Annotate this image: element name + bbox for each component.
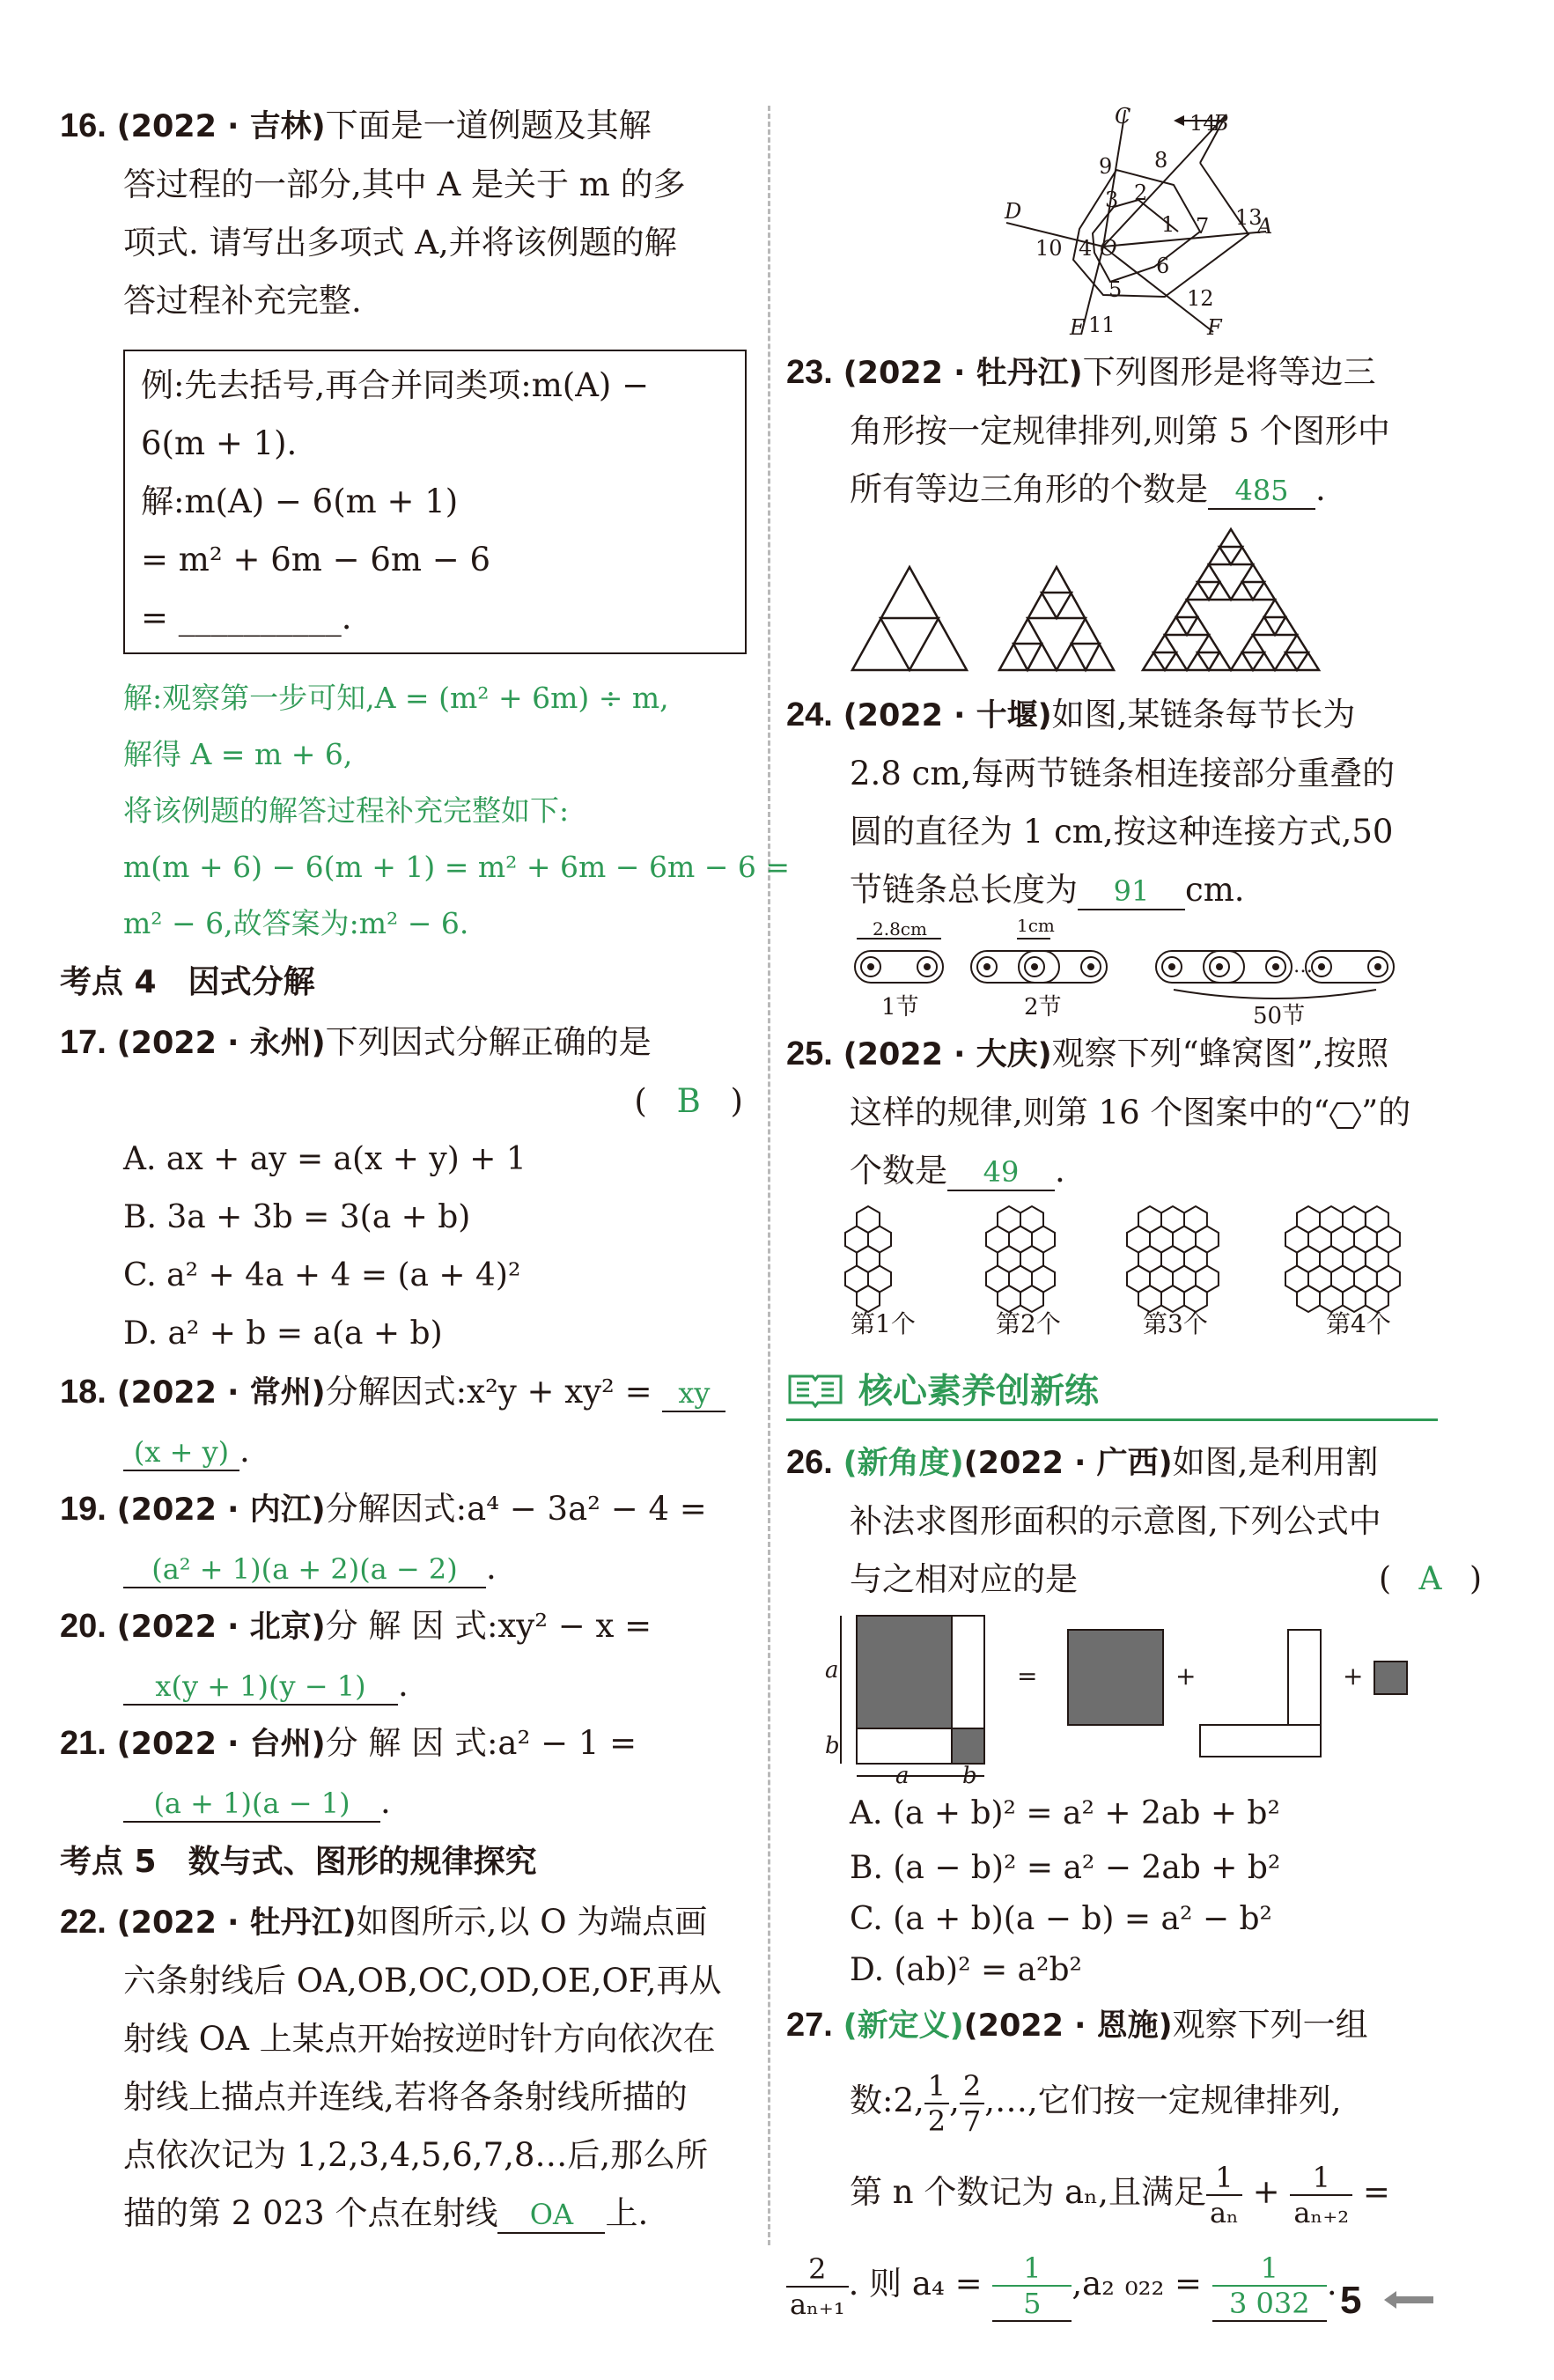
q17-option-d: D. a² + b = a(a + b) [123,1315,443,1352]
fraction-numerator: 1 [1290,2161,1352,2196]
q18-answer-part1: xy [662,1375,725,1412]
q27-answer-a2022 [1212,2251,1327,2322]
q24-line1: 如图,某链条每节长为 [1051,696,1356,733]
fraction-numerator: 2 [960,2069,984,2104]
question-19: 19. (2022 · 内江)分解因式:a⁴ − 3a² − 4 = (a² + 1)(a + 2)(a − 2) . [60,1490,707,1587]
honeycomb-cell [1020,1286,1043,1312]
q20-number: 20. [60,1608,107,1645]
q22-fig-label: 7 [1196,214,1210,239]
q27-tag: (新定义) [843,2008,964,2044]
q22-line5: 点依次记为 1,2,3,4,5,6,7,8…后,那么所 [123,2136,709,2174]
fraction-denominator: 3 032 [1229,2286,1310,2320]
q24-chain-figure [786,919,1482,1025]
q16-box-line: 6(m + 1). [141,424,298,462]
q22-fig-label: O [1100,236,1117,261]
fraction-numerator: 1 [992,2251,1072,2287]
q26-answer: A [1418,1561,1442,1597]
q16-solution [60,670,791,952]
q18-text: 分解因式:x²y + xy² = [325,1373,652,1411]
q26-tag: (新角度) [843,1446,964,1481]
q27-line1: 观察下列一组 [1172,2006,1368,2044]
fraction-denominator: aₙ₊₂ [1293,2195,1350,2229]
q17-option-c: C. a² + 4a + 4 = (a + 4)² [123,1257,521,1293]
q25-line2: 这样的规律,则第 16 个图案中的“ [850,1094,1330,1131]
q18-answer-part2: (x + y) [123,1434,239,1471]
q22-fig-label: C [1115,104,1131,129]
q25-source: (2022 · 大庆) [843,1037,1052,1072]
question-16 [60,97,791,952]
q25-answer: 49 [947,1154,1055,1191]
q26-option-a: A. (a + b)² = a² + 2ab + b² [850,1795,1280,1831]
column-divider [768,106,770,2245]
q16-line1: 下面是一道例题及其解 [325,107,652,144]
q24-end: cm. [1185,871,1245,909]
q23-triangle-figure [786,519,1482,686]
fraction [924,2069,949,2138]
q26-line1: 如图,是利用割 [1172,1443,1379,1481]
q26-option-d: D. (ab)² = a²b² [850,1952,1082,1988]
q23-line2: 角形按一定规律排列,则第 5 个图形中 [850,412,1390,450]
q24-fig-caption: 50节 [1253,1003,1306,1025]
q16-line3: 项式. 请写出多项式 A,并将该例题的解 [123,224,677,262]
fraction [960,2069,984,2138]
q22-fig-label: 4 [1079,236,1093,261]
q22-fig-label: 3 [1105,188,1119,212]
q22-source: (2022 · 牡丹江) [116,1905,357,1941]
question-18: 18. (2022 · 常州)分解因式:x²y + xy² = xy (x + y) . [60,1363,755,1480]
q16-solution-line: 解得 A = m + 6, [123,737,353,771]
q25-end: . [1055,1152,1065,1190]
q23-source: (2022 · 牡丹江) [843,356,1083,391]
q22-fig-label: 1 [1161,212,1175,237]
question-22 [60,1893,755,2243]
q26-fig-plus: + [1175,1662,1197,1691]
q19-answer: (a² + 1)(a + 2)(a − 2) [123,1551,486,1588]
left-column [60,97,791,2243]
q24-line3: 圆的直径为 1 cm,按这种连接方式,50 [850,813,1394,851]
honeycomb-cell [1366,1286,1388,1312]
q27-line2-start: 数:2, [850,2082,924,2119]
fraction [1290,2161,1352,2229]
q22-fig-label: E [1070,315,1086,340]
q19-source: (2022 · 内江) [116,1492,326,1528]
q27-number: 27. [786,2007,833,2044]
fraction-denominator: 5 [1023,2286,1042,2320]
q17-text: 下列因式分解正确的是 [325,1023,652,1061]
q17-answer: B [676,1082,701,1120]
question-17: 17. (2022 · 永州)下列因式分解正确的是 ( B ) A. ax + ay = a(x + y) + 1 B. 3a + 3b = 3(a + b) C. a² + 4a + 4 = (a + 4)² D. a² + b = a(a + b) [60,1013,755,1363]
q27-end: . [1326,2265,1337,2303]
q26-fig-label-a: a [825,1657,839,1684]
q22-line1: 如图所示,以 O 为端点画 [356,1903,708,1941]
right-column [786,101,1482,2330]
q16-box-line: = m² + 6m − 6m − 6 [141,541,491,578]
q24-answer: 91 [1078,873,1185,910]
q18-number: 18. [60,1374,107,1411]
fraction-denominator: aₙ₊₁ [790,2287,845,2321]
q26-option-c: C. (a + b)(a − b) = a² − b² [850,1901,1272,1937]
q25-honeycomb-figure [786,1200,1482,1341]
fraction-numerator: 1 [924,2069,949,2104]
question-26: 26. (新角度)(2022 · 广西)如图,是利用割 补法求图形面积的示意图,下列公式中 与之相对应的是 ( A ) a b a b = + + A. (a + b)² = a² + 2ab + b² B. (a − b)² = a² − 2ab + b² C. (a + b)(a − b) = a² − b² D. (ab)² = a²b² [786,1433,1482,1996]
q27-answer-a4 [992,2251,1072,2322]
honeycomb-cell [998,1286,1020,1312]
fraction-numerator: 2 [786,2252,849,2288]
q25-caption: 第4个 [1326,1309,1391,1338]
q23-number: 23. [786,354,833,391]
question-25 [786,1025,1482,1341]
q17-option-a: A. ax + ay = a(x + y) + 1 [123,1141,527,1177]
q24-fig-caption: 1节 [881,994,919,1021]
q24-number: 24. [786,696,833,733]
q16-box-line: = __________. [141,599,352,637]
q24-source: (2022 · 十堰) [843,698,1052,733]
q22-fig-label: 12 [1187,286,1214,311]
q26-source: (2022 · 广西) [963,1446,1173,1481]
q16-line2: 答过程的一部分,其中 A 是关于 m 的多 [123,166,686,203]
q27-line4-mid: ,a₂ ₀₂₂ = [1072,2265,1203,2303]
question-20: 20. (2022 · 北京)分 解 因 式:xy² − x = x(y + 1)(y − 1) . [60,1607,652,1704]
q22-fig-label: 8 [1154,148,1168,173]
q25-line1: 观察下列“蜂窝图”,按照 [1051,1035,1389,1072]
q22-rays-figure [786,101,1482,343]
q16-solution-line: 将该例题的解答过程补充完整如下: [123,793,570,828]
fraction-numerator: 1 [1206,2161,1242,2196]
honeycomb-cell [1184,1286,1207,1312]
q23-line1: 下列图形是将等边三 [1082,353,1376,391]
q17-number: 17. [60,1024,107,1061]
q21-answer: (a + 1)(a − 1) [123,1786,380,1823]
q25-line3: 个数是 [850,1152,947,1190]
honeycomb-cell [1138,1286,1161,1312]
core-practice-title: 核心素养创新练 [858,1372,1100,1411]
q16-box-line: 例:先去括号,再合并同类项:m(A) − [141,366,650,404]
q26-fig-label-b: b [962,1763,977,1785]
q26-fig-label-b: b [825,1733,840,1759]
q20-source: (2022 · 北京) [116,1610,326,1645]
q26-line2: 补法求图形面积的示意图,下列公式中 [850,1502,1381,1540]
q22-fig-label: 10 [1035,236,1063,261]
fraction-denominator: 7 [962,2104,982,2138]
fraction [1206,2161,1242,2229]
q22-fig-label: A [1257,214,1273,239]
honeycomb-cell [1297,1286,1320,1312]
question-24 [786,686,1482,1025]
honeycomb-cell [1161,1286,1184,1312]
q24-fig-length-label: 2.8cm [873,919,927,939]
q25-caption: 第1个 [851,1309,916,1338]
q26-fig-equals: = [1017,1662,1038,1691]
question-27: 27. (新定义)(2022 · 恩施)观察下列一组 数:2, $\frac{1}{2}$ , $\frac{2}{7}$ ,…,它们按一定规律排列, 第 n 个数记为 aₙ,且满足 $\frac{1}{\text{aₙ}}$ + $\frac{1}{\text{aₙ₊₂}}$ = $\frac{2}{\text{aₙ₊₁}}$ . 则 a₄ = $\frac{1}{5}$ ,a₂ ₀₂₂ = $\frac{1}{3 032}$ . [786,2006,1390,2321]
svg-text:…: … [1293,955,1313,977]
q22-line4: 射线上描点并连线,若将各条射线所描的 [123,2078,688,2116]
q20-answer: x(y + 1)(y − 1) [123,1669,398,1706]
q22-fig-label: B [1213,111,1229,136]
q27-line2-end: ,…,它们按一定规律排列, [984,2082,1342,2119]
q22-fig-label: 13 [1235,205,1263,230]
q22-line6: 描的第 2 023 个点在射线 [123,2194,498,2232]
q22-fig-label: 2 [1134,181,1148,205]
q26-number: 26. [786,1444,833,1481]
core-practice-heading [786,1364,1438,1421]
arrow-left-icon [1382,2289,1435,2310]
q16-line4: 答过程补充完整. [123,282,362,320]
q21-text: 分 解 因 式:a² − 1 = [325,1724,637,1762]
q22-end: 上. [605,2194,649,2232]
q16-solution-line: 解:观察第一步可知,A = (m² + 6m) ÷ m, [123,681,669,715]
q16-solution-line: m² − 6,故答案为:m² − 6. [123,906,469,940]
q22-fig-label: 14 [1189,111,1217,136]
q16-source: (2022 · 吉林) [116,109,326,144]
hexagon-icon [1329,1102,1361,1130]
q16-solution-line: m(m + 6) − 6(m + 1) = m² + 6m − 6m − 6 = [123,850,791,884]
q20-text: 分 解 因 式:xy² − x = [325,1607,652,1645]
q22-fig-label: D [1005,199,1022,224]
section-5-title: 考点 5 数与式、图形的规律探究 [60,1844,537,1880]
q24-line4: 节链条总长度为 [850,871,1078,909]
q23-end: . [1315,470,1326,508]
q22-number: 22. [60,1904,107,1941]
q22-fig-label: 5 [1108,277,1123,302]
q19-text: 分解因式:a⁴ − 3a² − 4 = [325,1490,707,1528]
q25-line2-end: ”的 [1361,1094,1411,1131]
q19-number: 19. [60,1491,107,1528]
fraction [786,2252,849,2321]
q26-fig-plus: + [1343,1662,1364,1691]
q25-caption: 第3个 [1143,1309,1208,1338]
q26-area-figure [786,1609,1482,1785]
q24-fig-caption: 2节 [1024,994,1062,1021]
q24-fig-diameter-label: 1cm [1017,919,1055,936]
q17-option-b: B. 3a + 3b = 3(a + b) [123,1199,471,1235]
q16-example-box [123,350,747,654]
q27-line3-start: 第 n 个数记为 aₙ,且满足 [850,2173,1206,2211]
q25-number: 25. [786,1035,833,1072]
q22-fig-label: 11 [1088,313,1116,337]
fraction-numerator: 1 [1212,2251,1327,2287]
q23-answer: 485 [1208,473,1315,510]
q26-fig-label-a: a [895,1763,910,1785]
section-4-title: 考点 4 因式分解 [60,964,315,1000]
q16-box-line: 解:m(A) − 6(m + 1) [141,483,459,520]
q21-source: (2022 · 台州) [116,1727,326,1762]
q18-source: (2022 · 常州) [116,1375,326,1411]
q25-caption: 第2个 [996,1309,1061,1338]
honeycomb-cell [1343,1286,1366,1312]
q26-line3: 与之相对应的是 [850,1560,1078,1598]
q22-line3: 射线 OA 上某点开始按逆时针方向依次在 [123,2020,716,2058]
q26-option-b: B. (a − b)² = a² − 2ab + b² [850,1850,1281,1886]
fraction-denominator: 2 [927,2104,946,2138]
q22-line2: 六条射线后 OA,OB,OC,OD,OE,OF,再从 [123,1962,722,2000]
q27-equals: = [1362,2173,1390,2211]
q27-source: (2022 · 恩施) [963,2008,1173,2044]
q27-line4-start: . 则 a₄ = [848,2265,983,2303]
question-23 [786,343,1482,686]
question-21: 21. (2022 · 台州)分 解 因 式:a² − 1 = (a + 1)(a − 1) . [60,1724,637,1821]
q16-number: 16. [60,107,107,144]
q17-source: (2022 · 永州) [116,1026,326,1061]
q24-line2: 2.8 cm,每两节链条相连接部分重叠的 [850,755,1396,792]
page-number: 5 [1340,2279,1362,2322]
q23-line3: 所有等边三角形的个数是 [850,470,1208,508]
q27-plus: + [1252,2173,1280,2211]
q22-fig-label: 6 [1156,254,1170,278]
book-icon [786,1369,844,1408]
honeycomb-cell [857,1286,880,1312]
honeycomb-cell [1320,1286,1343,1312]
q21-number: 21. [60,1725,107,1762]
q22-answer: OA [497,2197,605,2234]
q22-fig-label: 9 [1099,154,1113,179]
q22-fig-label: F [1207,315,1222,340]
fraction-denominator: aₙ [1209,2195,1239,2229]
